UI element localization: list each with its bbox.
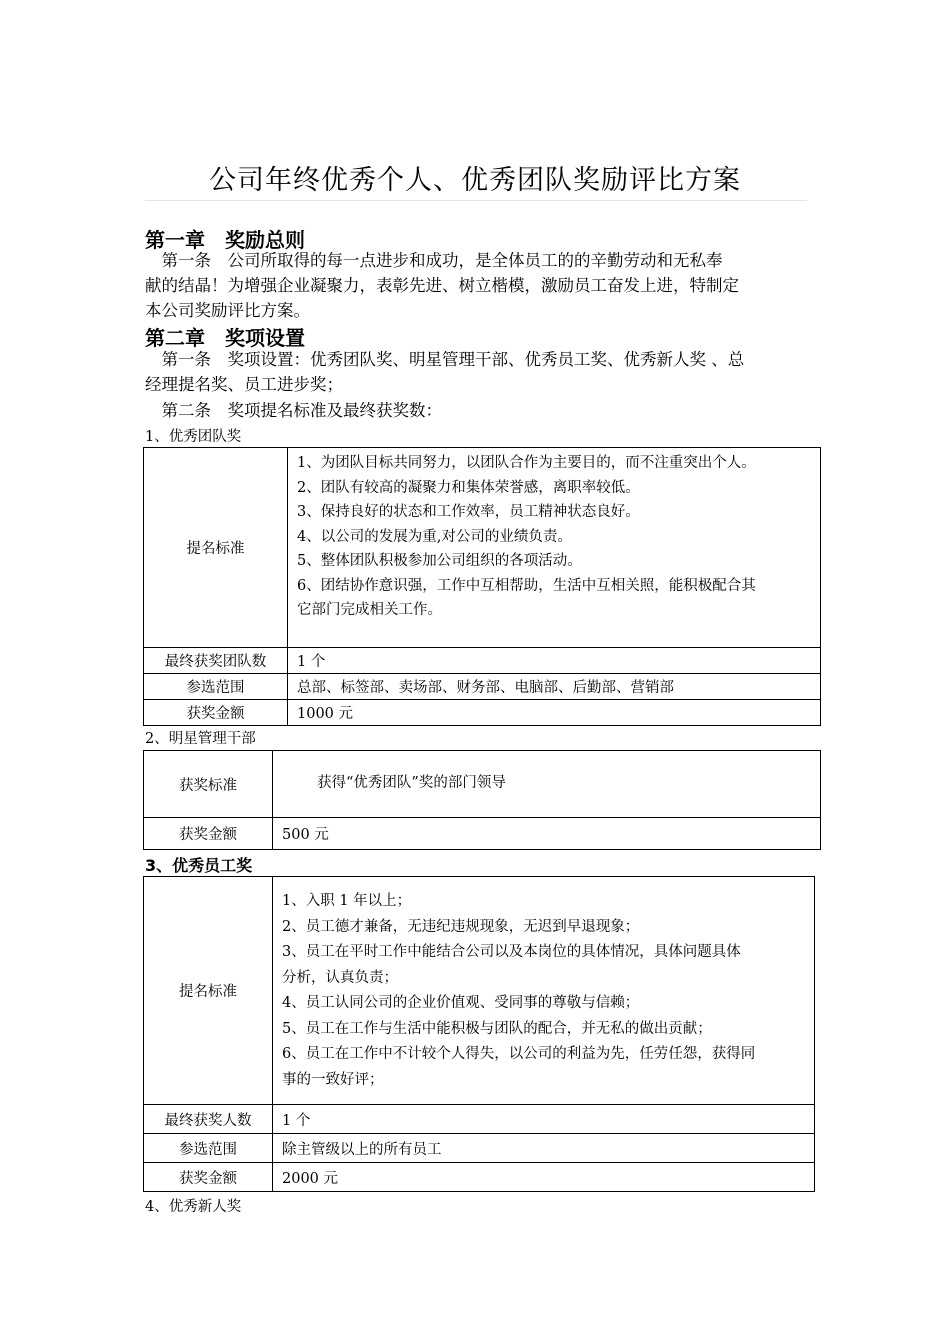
- chapter1-article1: [145, 248, 810, 323]
- table-row: [144, 751, 821, 818]
- text-line: 本公司奖励评比方案。: [145, 301, 310, 320]
- chapter2-heading: 第二章 奖项设置: [145, 326, 305, 350]
- list-item: 6、团结协作意识强，工作中互相帮助，生活中互相关照，能积极配合其: [297, 577, 756, 594]
- table-row: [144, 818, 821, 850]
- award2-table: [143, 750, 821, 850]
- criteria-list: [273, 877, 815, 1105]
- title-divider: [145, 200, 807, 201]
- list-item: 4、以公司的发展为重,对公司的业绩负责。: [297, 528, 572, 545]
- table-row: [144, 1134, 815, 1163]
- list-item: 2、团队有较高的凝聚力和集体荣誉感，离职率较低。: [297, 479, 640, 496]
- table-row: [144, 648, 821, 674]
- criteria-label: 提名标准: [144, 877, 273, 1105]
- chapter1-heading: 第一章 奖励总则: [145, 228, 305, 252]
- criteria-label: 提名标准: [144, 448, 288, 648]
- text-line: 经理提名奖、员工进步奖；: [145, 375, 343, 394]
- list-item: 3、保持良好的状态和工作效率，员工精神状态良好。: [297, 504, 640, 520]
- table-row: [144, 448, 821, 648]
- amount-value: 2000 元: [273, 1163, 815, 1192]
- award2-heading: 2、明星管理干部: [145, 731, 256, 747]
- amount-value: 500 元: [273, 818, 821, 850]
- chapter2-article1: [145, 347, 810, 397]
- amount-label: 获奖金额: [144, 1163, 273, 1192]
- list-item: 1、为团队目标共同努力，以团队合作为主要目的，而不注重突出个人。: [297, 455, 756, 471]
- chapter2-article2: 第二条 奖项提名标准及最终获奖数：: [145, 401, 442, 420]
- text-line: 第一条 奖项设置：优秀团队奖、明星管理干部、优秀员工奖、优秀新人奖 、总: [145, 350, 745, 369]
- table-row: [144, 1163, 815, 1192]
- award4-heading: 4、优秀新人奖: [145, 1199, 242, 1215]
- amount-value: 1000 元: [288, 700, 821, 726]
- count-value: 1 个: [273, 1105, 815, 1134]
- table-row: [144, 877, 815, 1105]
- list-item: 事的一致好评；: [282, 1071, 384, 1088]
- scope-label: 参选范围: [144, 674, 288, 700]
- text-line: 第一条 公司所取得的每一点进步和成功，是全体员工的的辛勤劳动和无私奉: [145, 251, 723, 270]
- page-title: 公司年终优秀个人、优秀团队奖励评比方案: [209, 165, 741, 196]
- list-item: 2、员工德才兼备，无违纪违规现象，无迟到早退现象；: [282, 918, 640, 935]
- award3-table: [143, 876, 815, 1192]
- list-item: 分析，认真负责；: [282, 969, 398, 986]
- count-value: 1 个: [288, 648, 821, 674]
- criteria-list: [288, 448, 821, 648]
- amount-label: 获奖金额: [144, 818, 273, 850]
- table-row: [144, 674, 821, 700]
- list-item: 它部门完成相关工作。: [297, 602, 442, 618]
- award1-heading: 1、优秀团队奖: [145, 429, 242, 445]
- criteria-value: 获得“优秀团队”奖的部门领导: [273, 751, 821, 818]
- scope-label: 参选范围: [144, 1134, 273, 1163]
- list-item: 5、员工在工作与生活中能积极与团队的配合，并无私的做出贡献；: [282, 1020, 712, 1037]
- award3-heading: 3、优秀员工奖: [145, 856, 253, 875]
- table-row: [144, 1105, 815, 1134]
- list-item: 4、员工认同公司的企业价值观、受同事的尊敬与信赖；: [282, 995, 640, 1011]
- count-label: 最终获奖团队数: [144, 648, 288, 674]
- award1-table: [143, 447, 821, 726]
- list-item: 1、入职 1 年以上；: [282, 893, 412, 909]
- list-item: 3、员工在平时工作中能结合公司以及本岗位的具体情况，具体问题具体: [282, 944, 741, 960]
- amount-label: 获奖金额: [144, 700, 288, 726]
- list-item: 5、整体团队积极参加公司组织的各项活动。: [297, 553, 582, 569]
- list-item: 6、员工在工作中不计较个人得失，以公司的利益为先，任劳任怨，获得同: [282, 1046, 756, 1062]
- criteria-label: 获奖标准: [144, 751, 273, 818]
- scope-value: 总部、标签部、卖场部、财务部、电脑部、后勤部、营销部: [288, 674, 821, 700]
- text-line: 献的结晶！为增强企业凝聚力，表彰先进、树立楷模，激励员工奋发上进，特制定: [145, 276, 739, 295]
- scope-value: 除主管级以上的所有员工: [273, 1134, 815, 1163]
- count-label: 最终获奖人数: [144, 1105, 273, 1134]
- table-row: [144, 700, 821, 726]
